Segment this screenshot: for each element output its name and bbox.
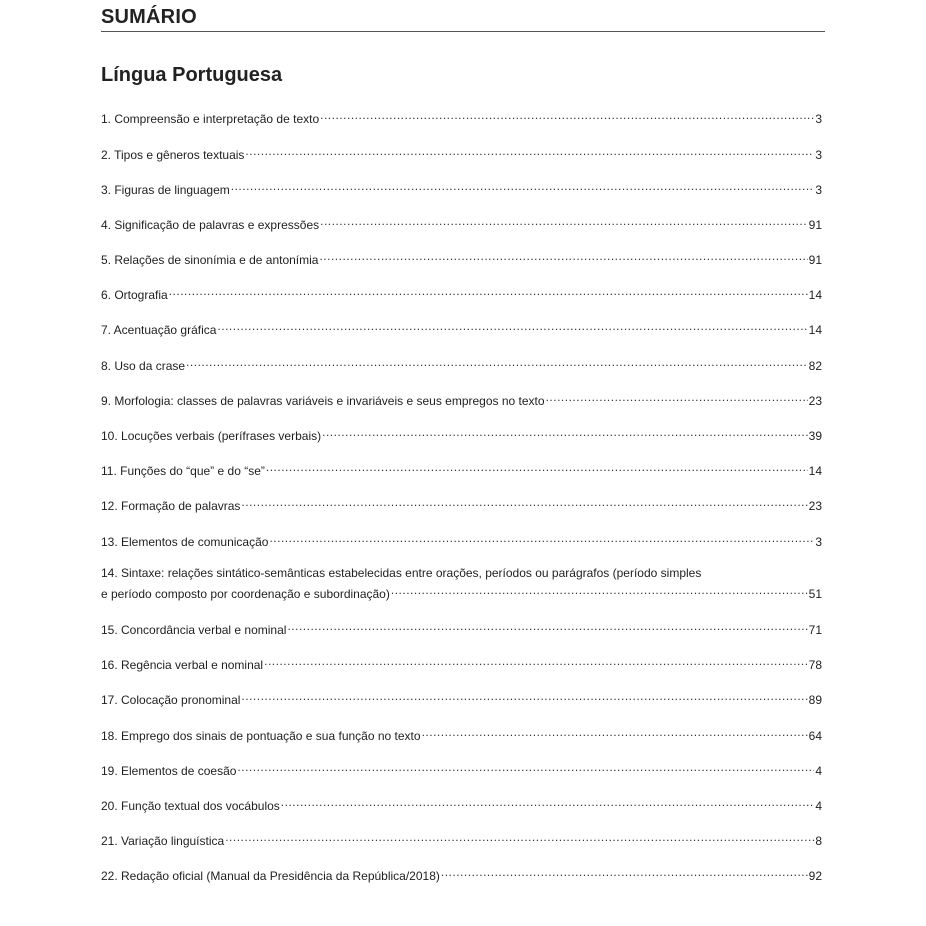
dot-leader: [441, 865, 808, 880]
toc-entry-label: 9. Morfologia: classes de palavras variáveis e invariáveis e seus empregos no texto: [101, 394, 545, 408]
toc-entry-label: 7. Acentuação gráfica: [101, 323, 217, 337]
toc-entry-label: 11. Funções do “que” e do “se”: [101, 464, 265, 478]
toc-entry-page: 51: [808, 587, 822, 601]
toc-entry-label: e período composto por coordenação e subordinação): [101, 587, 390, 601]
toc-entry-4: [101, 214, 822, 233]
dot-leader: [217, 319, 807, 334]
toc-entry-label: 19. Elementos de coesão: [101, 764, 237, 778]
toc-entry-page: 78: [808, 658, 822, 672]
toc-entry-page: 64: [808, 729, 822, 743]
dot-leader: [269, 531, 814, 546]
toc-entry-page: 92: [808, 869, 822, 883]
toc-entry-5: [101, 249, 822, 268]
dot-leader: [264, 654, 808, 669]
toc-entry-page: 4: [815, 764, 822, 778]
toc-entry-8: [101, 355, 822, 374]
toc-entry-22: [101, 865, 822, 884]
toc-entry-7: [101, 319, 822, 338]
toc-entry-1: [101, 108, 822, 127]
toc-entry-11: [101, 460, 822, 479]
section-title: Língua Portuguesa: [101, 64, 283, 86]
dot-leader: [287, 619, 807, 634]
dot-leader: [231, 179, 815, 194]
toc-entry-12: [101, 495, 822, 514]
page-title: SUMÁRIO: [101, 6, 197, 28]
dot-leader: [186, 355, 808, 370]
toc-entry-page: 3: [815, 112, 822, 126]
dot-leader: [319, 249, 807, 264]
toc-entry-label: 8. Uso da crase: [101, 359, 186, 373]
toc-entry-label-line-1: 14. Sintaxe: relações sintático-semânticas estabelecidas entre orações, períodos ou parágrafos (período simples: [101, 566, 702, 580]
toc-entry-15: [101, 619, 822, 638]
toc-entry-14: [101, 566, 822, 602]
toc-entry-page: 82: [808, 359, 822, 373]
dot-leader: [320, 214, 808, 229]
toc-entry-label: 20. Função textual dos vocábulos: [101, 799, 280, 813]
toc-entry-label: 15. Concordância verbal e nominal: [101, 623, 287, 637]
toc-entry-10: [101, 425, 822, 444]
toc-entry-9: [101, 390, 822, 409]
toc-entry-6: [101, 284, 822, 303]
toc-entry-2: [101, 144, 822, 163]
dot-leader: [225, 830, 814, 845]
toc-entry-label: 4. Significação de palavras e expressões: [101, 218, 320, 232]
toc-entry-21: [101, 830, 822, 849]
dot-leader: [546, 390, 808, 405]
toc-entry-label: 13. Elementos de comunicação: [101, 535, 269, 549]
toc-entry-page: 91: [808, 253, 822, 267]
dot-leader: [169, 284, 808, 299]
toc-entry-page: 14: [808, 323, 822, 337]
toc-entry-label: 16. Regência verbal e nominal: [101, 658, 264, 672]
dot-leader: [422, 725, 808, 740]
toc-entry-page: 71: [808, 623, 822, 637]
toc-entry-label: 21. Variação linguística: [101, 834, 225, 848]
toc-entry-label: 12. Formação de palavras: [101, 499, 241, 513]
toc-entry-page: 89: [808, 693, 822, 707]
toc-entry-page: 14: [808, 464, 822, 478]
toc-entry-page: 3: [815, 183, 822, 197]
dot-leader: [266, 460, 808, 475]
toc-entry-page: 3: [815, 535, 822, 549]
toc-entry-page: 23: [808, 394, 822, 408]
toc-entry-page: 8: [815, 834, 822, 848]
toc-entry-16: [101, 654, 822, 673]
toc-entry-17: [101, 689, 822, 708]
dot-leader: [320, 108, 814, 123]
toc-entry-13: [101, 531, 822, 550]
toc-entry-page: 23: [808, 499, 822, 513]
toc-entry-label: 17. Colocação pronominal: [101, 693, 241, 707]
toc-entry-label: 5. Relações de sinonímia e de antonímia: [101, 253, 319, 267]
toc-entry-3: [101, 179, 822, 198]
toc-entry-page: 4: [815, 799, 822, 813]
dot-leader: [241, 495, 807, 510]
toc-entry-label: 3. Figuras de linguagem: [101, 183, 230, 197]
dot-leader: [237, 760, 814, 775]
dot-leader: [241, 689, 807, 704]
toc-entry-18: [101, 725, 822, 744]
page-header: [101, 4, 825, 32]
toc-entry-label: 2. Tipos e gêneros textuais: [101, 148, 245, 162]
dot-leader: [245, 144, 814, 159]
dot-leader: [391, 583, 808, 598]
toc-entry-page: 91: [808, 218, 822, 232]
toc-entry-page: 39: [808, 429, 822, 443]
dot-leader: [322, 425, 808, 440]
toc-entry-label: 6. Ortografia: [101, 288, 168, 302]
toc-entry-label: 1. Compreensão e interpretação de texto: [101, 112, 320, 126]
toc-entry-label: 22. Redação oficial (Manual da Presidência da República/2018): [101, 869, 440, 883]
toc-entry-label: 10. Locuções verbais (perífrases verbais): [101, 429, 322, 443]
toc-entry-label: 18. Emprego dos sinais de pontuação e sua função no texto: [101, 729, 421, 743]
toc-entry-page: 14: [808, 288, 822, 302]
toc-entry-19: [101, 760, 822, 779]
dot-leader: [281, 795, 815, 810]
toc-entry-20: [101, 795, 822, 814]
toc-entry-page: 3: [815, 148, 822, 162]
